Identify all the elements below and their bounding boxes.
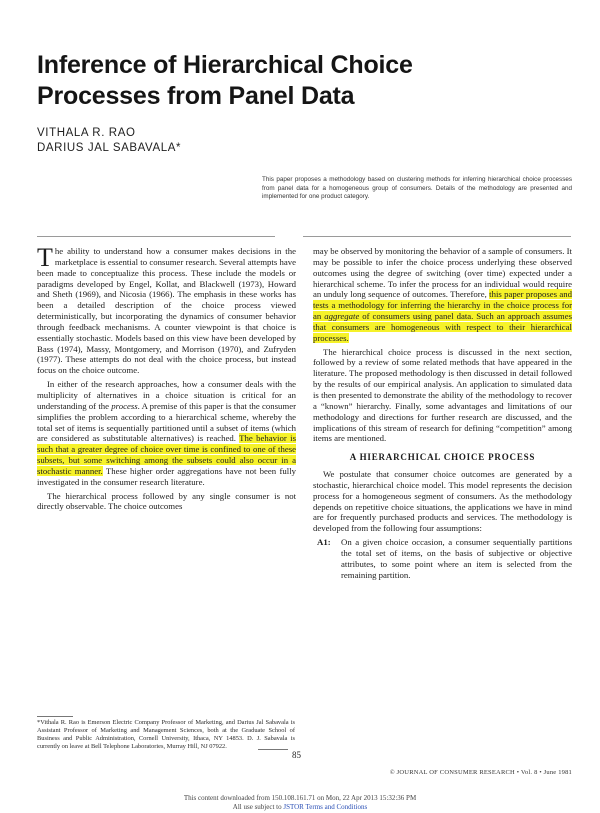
paragraph-text: he ability to understand how a consumer makes decisions in the marketplace is essential to consumer research. Several attempts have been made to conceptualize this process. These include the models or paradigms developed by Engel, Kollat, and Blackwell (1973), Howard and Sheth (1969), and Nicosia (1966). The emphasis in these works has been a detailed description of the choice process viewed deterministically, but incorporating the dynamics of consumer behavior through feedback mechanisms. A counter viewpoint is that choice is essentially stochastic. Models based on this view have been developed by Bass (1974), Massy, Montgomery, and Morrison (1970), and Zufryden (1977). These attempts do not deal with the choice process, but instead focus on the choice outcome.	[37, 246, 296, 376]
assumption-label: A1:	[317, 537, 331, 548]
journal-citation: © JOURNAL OF CONSUMER RESEARCH • Vol. 8 • June 1981	[389, 769, 572, 776]
emphasis-text: process	[111, 400, 138, 411]
highlighted-text[interactable]: this paper proposes and tests a methodology for inferring the hierarchy in the choice process for an	[313, 289, 572, 322]
paragraph-text: may be observed by monitoring the behavior of a sample of consumers. It may be possible to infer the choice process underlying these observed outcomes using the degree of switching (over time) expected under a hierarchical scheme. To infer the process for an individual would require an unduly long sequence of outcomes. Therefore,	[313, 246, 572, 300]
body-paragraph	[313, 246, 572, 344]
paragraph-text: These higher order aggregations have not been fully investigated in the consumer research literature.	[37, 465, 296, 487]
section-divider	[303, 236, 571, 237]
terms-prefix: All use subject to	[232, 802, 284, 811]
page-number: 85	[292, 750, 301, 760]
paragraph-text: In either of the research approaches, how a consumer deals with the multiplicity of alternatives in a choice situation is critical for an understanding of the	[37, 379, 296, 411]
download-notice	[0, 794, 600, 811]
assumption-item	[313, 537, 572, 580]
highlighted-text[interactable]: of consumers using panel data. Such an approach assumes that consumers are homogeneous with respect to their hierarchical processes.	[313, 311, 572, 343]
title-line-2: Processes from Panel Data	[37, 82, 355, 110]
intro-paragraph	[37, 243, 296, 376]
assumption-text: On a given choice occasion, a consumer sequentially partitions the total set of items, on the basis of subjective or objective attributes, to some point where an item is selected from the remaining partition.	[341, 537, 572, 580]
section-divider	[37, 236, 275, 237]
title-line-1: Inference of Hierarchical Choice	[37, 51, 413, 79]
body-paragraph: We postulate that consumer choice outcomes are generated by a stochastic, hierarchical choice model. This model represents the decision process for a homogeneous segment of consumers. As the methodology depends on repetitive choice situations, the applications we have in mind are for frequently purchased products and services. The methodology is developed from the following four assumptions:	[313, 469, 572, 534]
author-list	[37, 126, 437, 156]
section-heading: A HIERARCHICAL CHOICE PROCESS	[349, 452, 536, 463]
highlighted-emphasis[interactable]: aggregate	[324, 311, 360, 322]
footnote-rule	[37, 716, 73, 717]
jstor-terms-link[interactable]: JSTOR Terms and Conditions	[283, 802, 368, 811]
body-paragraph	[37, 379, 296, 487]
body-paragraph: The hierarchical process followed by any single consumer is not directly observable. The choice outcomes	[37, 490, 296, 512]
terms-line	[0, 803, 600, 812]
author-name: VITHALA R. RAO	[37, 127, 136, 139]
drop-cap: T	[37, 243, 53, 272]
author-footnote: *Vithala R. Rao is Emerson Electric Company Professor of Marketing, and Darius Jal Sabavala is Assistant Professor of Marketing and Management Sciences, both at the Graduate School of Business and Public Administration, Cornell University, Ithaca, NY 14853. D. J. Sabavala is currently on leave at Bell Telephone Laboratories, Murray Hill, NJ 07922.	[37, 719, 295, 750]
highlighted-text[interactable]: The behavior is such that a greater degree of choice over time is confined to one of these subsets, but some switching among the subsets could also occur in a stochastic manner.	[37, 433, 296, 476]
page-rule	[258, 749, 288, 750]
abstract: This paper proposes a methodology based on clustering methods for inferring hierarchical choice processes from panel data for a homogeneous group of consumers. Details of the methodology are presented and implemented for one product category.	[262, 176, 572, 201]
paragraph-text: . A premise of this paper is that the consumer simplifies the problem according to a hierarchical scheme, whereby the total set of items is sequentially partitioned until a subset of items (which are considered as substitutable alternatives) is reached.	[37, 400, 296, 444]
article-title	[37, 50, 557, 112]
author-name: DARIUS JAL SABAVALA*	[37, 142, 182, 154]
download-line: This content downloaded from 150.108.161.71 on Mon, 22 Apr 2013 15:32:36 PM	[183, 794, 417, 802]
body-paragraph: The hierarchical choice process is discussed in the next section, followed by a review of some related methods that have appeared in the literature. The proposed methodology is then discussed in detail followed by the results of our empirical analysis. An application to simulated data is then presented to demonstrate the ability of the methodology to recover a “known” hierarchy. Finally, some advantages and limitations of our methodology and directions for further research are discussed, and the implications of this stream of research for defining “competition” among items are mentioned.	[313, 346, 572, 444]
left-column	[37, 243, 296, 512]
right-column	[313, 246, 572, 580]
